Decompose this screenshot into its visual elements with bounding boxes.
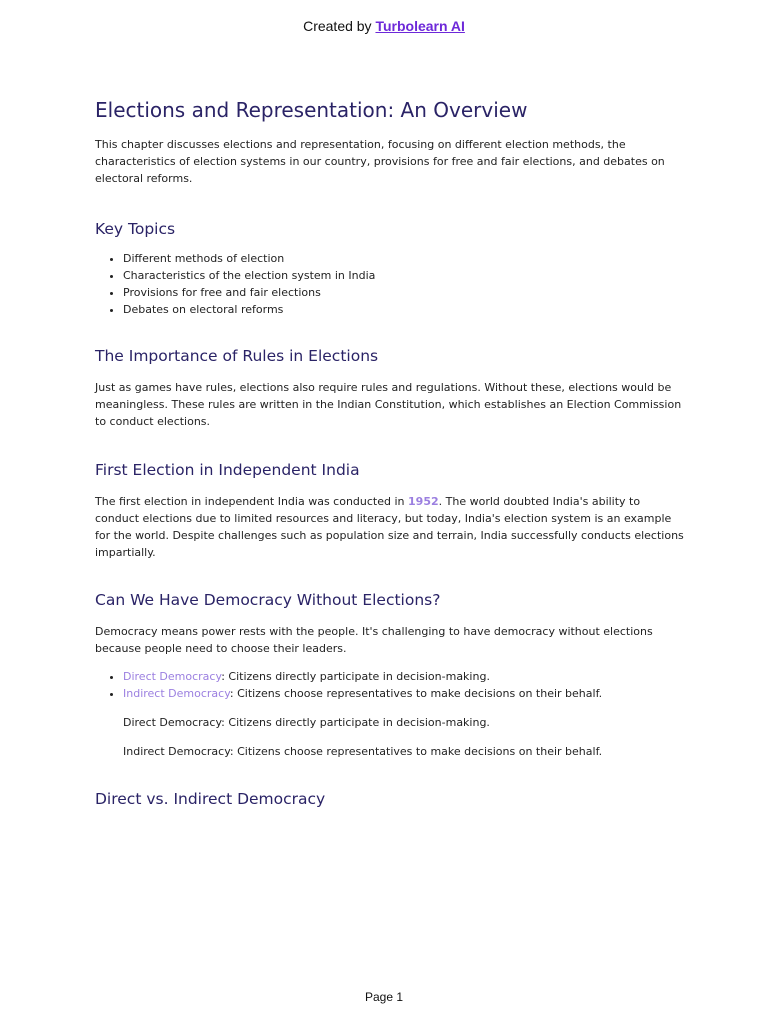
first-election-paragraph [95,493,685,561]
direct-democracy-line: Direct Democracy: Citizens directly participate in decision-making. [123,716,490,729]
list-item: • Characteristics of the election system in India [123,267,685,284]
direct-vs-indirect-heading: Direct vs. Indirect Democracy [95,790,326,808]
list-item: • Different methods of election [123,250,685,267]
list-item [123,685,685,702]
first-election-heading: First Election in Independent India [95,461,360,479]
key-topics-list [95,250,685,318]
list-item [123,668,685,685]
rules-paragraph: Just as games have rules, elections also require rules and regulations. Without these, elections would be meaningless. These rules are written in the Indian Constitution, which establishes an Election Commission to conduct elections. [95,381,682,428]
page-number: Page 1 [364,990,404,1004]
indirect-democracy-line: Indirect Democracy: Citizens choose representatives to make decisions on their behalf. [123,745,603,758]
rules-heading: The Importance of Rules in Elections [95,347,379,365]
credit-prefix: Created by [303,18,376,34]
credit-line [0,18,768,34]
page-title: Elections and Representation: An Overview [95,98,528,122]
list-item: • Provisions for free and fair elections [123,284,685,301]
direct-democracy-term: Direct Democracy [123,670,222,683]
indirect-democracy-desc: : Citizens choose representatives to make decisions on their behalf. [229,687,603,700]
turbolearn-link[interactable]: Turbolearn AI [375,18,465,34]
key-topics-heading: Key Topics [95,220,176,238]
first-election-text-cont: . The world doubted India's ability to conduct elections due to limited resources and literacy, but today, India's election system is an example for the world. Despite challenges such as population size and terrain, India successfully conducts elections impartially. [95,495,684,559]
list-item: • Debates on electoral reforms [123,301,685,318]
democracy-paragraph: Democracy means power rests with the people. It's challenging to have democracy without elections because people need to choose their leaders. [95,625,653,655]
democracy-list [95,668,685,702]
democracy-heading: Can We Have Democracy Without Elections? [95,591,441,609]
year-highlight: 1952 [408,495,439,508]
direct-democracy-desc: : Citizens directly participate in decision-making. [221,670,490,683]
first-election-text: The first election in independent India was conducted in [95,495,409,508]
intro-paragraph: This chapter discusses elections and representation, focusing on different election methods, the characteristics of election systems in our country, provisions for free and fair elections, and debates on electoral reforms. [95,138,665,185]
document-content [95,96,685,810]
indirect-democracy-term: Indirect Democracy [123,687,230,700]
